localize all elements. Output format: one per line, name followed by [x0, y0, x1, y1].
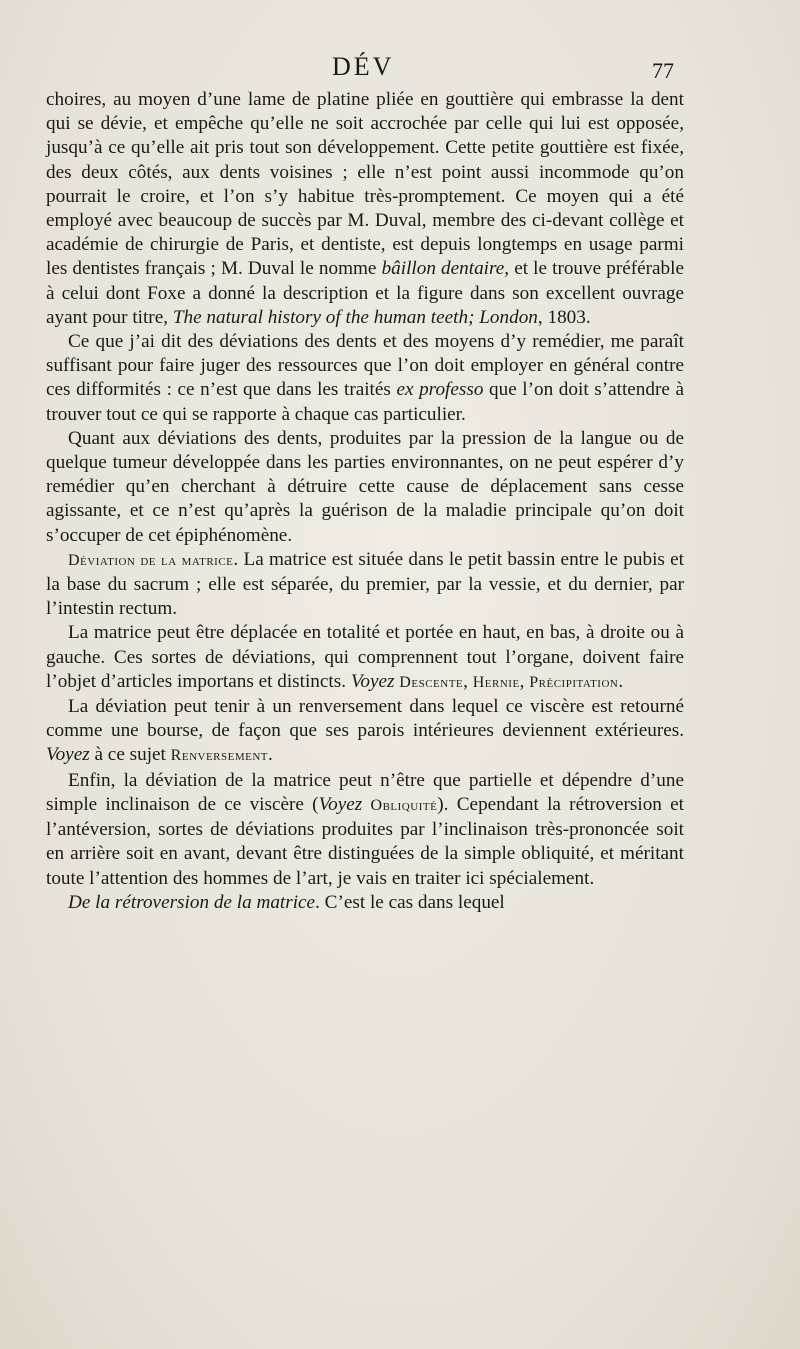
- paragraph: [46, 330, 684, 427]
- paragraph: [46, 891, 684, 915]
- text-run: à ce sujet: [89, 744, 171, 766]
- small-caps-term: Renversement: [170, 747, 269, 765]
- text-run: ,: [519, 670, 530, 692]
- italic-text: Voyez: [318, 793, 363, 815]
- small-caps-term: Hernie: [472, 673, 520, 691]
- text-run: , 1803.: [537, 306, 591, 328]
- running-head: DÉV: [332, 52, 395, 81]
- paragraph: [46, 695, 684, 769]
- italic-text: bâillon dentaire: [381, 258, 505, 280]
- small-caps-term: Précipitation: [529, 673, 619, 691]
- italic-text: De la rétroversion de la matrice: [68, 891, 316, 913]
- text-run: La matrice peut être déplacée en totalité et portée en haut, en bas, à droite ou à gauche. Ces sortes de déviations, qui comprennent tout l’organe, doivent faire l’objet d’articles importans et distincts.: [46, 622, 684, 692]
- small-caps-term: Déviation de la matrice: [68, 551, 234, 569]
- text-run: Quant aux déviations des dents, produites par la pression de la langue ou de quelque tumeur développée dans les parties environnantes, on ne peut espérer d’y remédier qu’en cherchant à détruire cette cause de déplacement sans cesse agissante, et ce n’est qu’après la guérison de la maladie principale qu’on doit s’occuper de cet épiphénomène.: [46, 427, 684, 546]
- text-run: ). Cependant la rétroversion et l’antéversion, sortes de déviations produites par l’inclinaison très-prononcée soit en arrière soit en avant, devant être distinguées de la simple obliquité, et méritant toute l’attention des hommes de l’art, je vais en traiter ici spécialement.: [46, 793, 685, 889]
- body-text: [46, 88, 684, 915]
- small-caps-term: Obliquité: [370, 796, 438, 814]
- page-header: [0, 52, 800, 88]
- text-run: .: [268, 744, 273, 766]
- text-run: Enfin, la déviation de la matrice peut n’être que partielle et dépendre d’une simple inclinaison de ce viscère (: [46, 769, 684, 815]
- text-run: que l’on doit s’attendre à trouver tout ce qui se rapporte à chaque cas particulier.: [46, 379, 684, 425]
- text-run: La déviation peut tenir à un renversement dans lequel ce viscère est retourné comme une bourse, de façon que ses parois intérieures deviennent extérieures.: [46, 696, 684, 742]
- paragraph: [46, 621, 684, 695]
- text-run: Ce que j’ai dit des déviations des dents et des moyens d’y remédier, me paraît suffisant pour faire juger des ressources que l’on doit employer en général contre ces difformités : ce n’est que dans les traités: [46, 331, 684, 401]
- text-run: ,: [463, 670, 473, 692]
- text-run: . C’est le cas dans lequel: [315, 891, 505, 913]
- text-run: [362, 794, 370, 815]
- italic-text: ex professo: [396, 379, 484, 401]
- page-number: 77: [652, 58, 674, 83]
- text-run: , et le trouve préférable à celui dont Foxe a donné la description et la figure dans son excellent ouvrage ayant pour titre,: [46, 258, 684, 328]
- text-run: . La matrice est située dans le petit bassin entre le pubis et la base du sacrum ; elle est séparée, du premier, par la vessie, et du dernier, par l’intestin rectum.: [46, 548, 684, 620]
- small-caps-term: Descente: [399, 673, 464, 691]
- italic-text: Voyez: [350, 670, 395, 692]
- paragraph: [46, 548, 684, 622]
- italic-text: Voyez: [46, 744, 90, 766]
- paragraph: [46, 769, 684, 891]
- paragraph: [46, 88, 684, 330]
- text-run: choires, au moyen d’une lame de platine pliée en gouttière qui embrasse la dent qui se dévie, et empêche qu’elle ne soit accrochée par celle qui lui est opposée, jusqu’à ce qu’elle ait pris tout son développement. Cette petite gouttière est fixée, des deux côtés, aux dents voisines ; elle n’est point aussi incommode qu’on pourrait le croire, et l’on s’y habitue très-promptement. Ce moyen qui a été employé avec beaucoup de succès par M. Duval, membre des ci-devant collège et académie de chirurgie de Paris, et dentiste, est depuis longtemps en usage parmi les dentistes français ; M. Duval le nomme: [46, 89, 684, 280]
- italic-text: The natural history of the human teeth; London: [172, 306, 538, 328]
- text-run: .: [618, 670, 624, 692]
- paragraph: [46, 427, 684, 548]
